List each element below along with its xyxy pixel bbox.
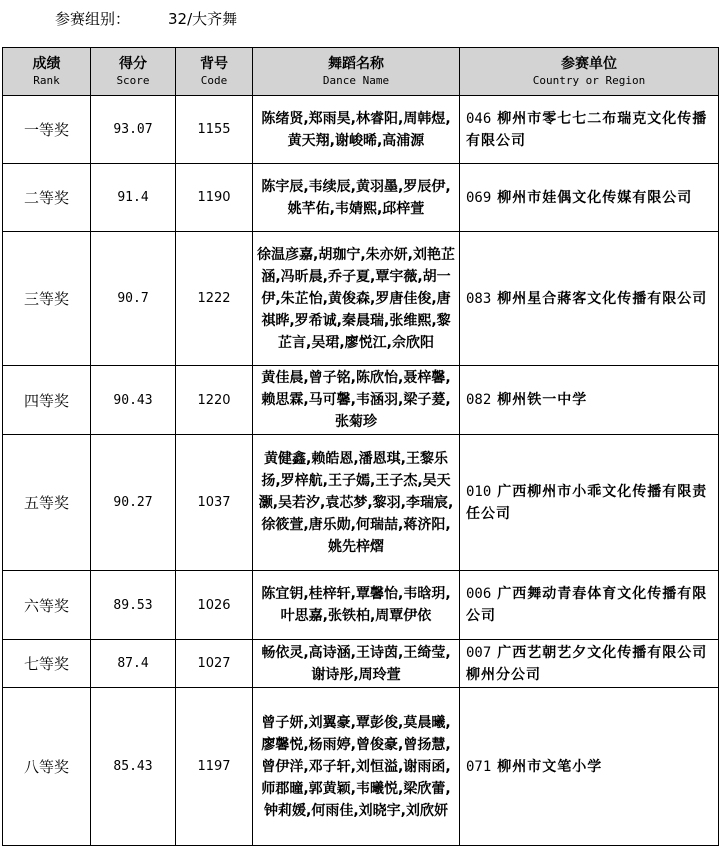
- dancer-names-cell: 陈宇辰,韦续辰,黄羽墨,罗辰伊,姚芊佑,韦婧熙,邱梓萱: [253, 164, 460, 232]
- score-cell: 90.7: [91, 232, 176, 366]
- unit-cell: [460, 96, 719, 164]
- unit-number: 046: [466, 110, 492, 127]
- score-cell: 87.4: [91, 640, 176, 688]
- score-cell: 91.4: [91, 164, 176, 232]
- table-row: [3, 366, 719, 435]
- rank-column-header: 成绩 Rank: [3, 48, 91, 96]
- unit-number: 083: [466, 290, 492, 307]
- unit-name: 柳州市文笔小学: [497, 758, 603, 775]
- unit-name: 广西柳州市小乖文化传播有限责任公司: [466, 483, 708, 522]
- code-cell: 1155: [176, 96, 253, 164]
- unit-column-header: 参赛单位 Country or Region: [460, 48, 719, 96]
- unit-name: 柳州星合蔣客文化传播有限公司: [497, 290, 708, 307]
- table-row: [3, 571, 719, 640]
- unit-name: 广西舞动青春体育文化传播有限公司: [466, 586, 708, 624]
- rank-cell: 三等奖: [3, 232, 91, 366]
- table-row: [3, 640, 719, 688]
- score-cell: 90.43: [91, 366, 176, 435]
- table-row: [3, 96, 719, 164]
- rank-cell: 六等奖: [3, 571, 91, 640]
- unit-name: 柳州市零七七二布瑞克文化传播有限公司: [466, 110, 708, 149]
- table-row: [3, 435, 719, 571]
- dancer-names-cell: 徐温彦嘉,胡珈宁,朱亦妍,刘艳芷涵,冯昕晨,乔子夏,覃宇薇,胡一伊,朱芷怡,黄俊森,罗唐佳俊,唐祺晔,罗希诚,秦晨瑞,张维熙,黎芷言,吴珺,廖悦江,佘欣阳: [253, 232, 460, 366]
- code-cell: 1026: [176, 571, 253, 640]
- dancer-names-cell: 畅依灵,高诗涵,王诗茵,王绮莹,谢诗彤,周玲萱: [253, 640, 460, 688]
- code-cell: 1027: [176, 640, 253, 688]
- rank-cell: 一等奖: [3, 96, 91, 164]
- table-row: [3, 164, 719, 232]
- unit-cell: [460, 435, 719, 571]
- dance-name-column-header: 舞蹈名称 Dance Name: [253, 48, 460, 96]
- unit-number: 007: [466, 644, 492, 661]
- competition-group-line: [55, 8, 237, 29]
- score-column-header: 得分 Score: [91, 48, 176, 96]
- dancer-names-cell: 黄佳晨,曾子铭,陈欣怡,聂梓馨,赖思霖,马可馨,韦涵羽,梁子萲,张菊珍: [253, 366, 460, 435]
- code-cell: 1197: [176, 688, 253, 846]
- score-cell: 89.53: [91, 571, 176, 640]
- code-cell: 1190: [176, 164, 253, 232]
- score-cell: 85.43: [91, 688, 176, 846]
- dancer-names-cell: 黄健鑫,赖皓恩,潘恩琪,王黎乐扬,罗梓航,王子嫣,王子杰,吴天灏,吴若汐,袁芯梦,黎羽,李瑞宸,徐筱萱,唐乐勋,何瑞喆,蒋济阳,姚先梓熠: [253, 435, 460, 571]
- table-header-row: [3, 48, 719, 96]
- unit-number: 071: [466, 758, 492, 775]
- rank-cell: 二等奖: [3, 164, 91, 232]
- rank-cell: 四等奖: [3, 366, 91, 435]
- unit-name: 广西艺朝艺夕文化传播有限公司柳州分公司: [466, 644, 708, 683]
- code-column-header: 背号 Code: [176, 48, 253, 96]
- unit-cell: [460, 688, 719, 846]
- unit-cell: [460, 571, 719, 640]
- unit-cell: [460, 640, 719, 688]
- unit-number: 006: [466, 586, 492, 602]
- score-cell: 93.07: [91, 96, 176, 164]
- rank-cell: 五等奖: [3, 435, 91, 571]
- table-row: [3, 688, 719, 846]
- table-row: [3, 232, 719, 366]
- group-value: 32/大齐舞: [168, 10, 238, 28]
- unit-cell: [460, 366, 719, 435]
- results-table: [2, 47, 719, 846]
- rank-cell: 七等奖: [3, 640, 91, 688]
- unit-cell: [460, 164, 719, 232]
- unit-name: 柳州市娃偶文化传媒有限公司: [497, 189, 693, 206]
- dancer-names-cell: 曾子妍,刘翼豪,覃彭俊,莫晨曦,廖馨悦,杨雨婷,曾俊豪,曾扬慧,曾伊洋,邓子轩,刘恒溢,谢雨函,师郡曈,郭黄颖,韦曦悦,梁欣蕾,钟莉媛,何雨佳,刘晓宇,刘欣妍: [253, 688, 460, 846]
- unit-name: 柳州铁一中学: [497, 392, 588, 408]
- dancer-names-cell: 陈宜钥,桂梓轩,覃馨怡,韦晗玥,叶思嘉,张铁柏,周覃伊依: [253, 571, 460, 640]
- code-cell: 1220: [176, 366, 253, 435]
- dancer-names-cell: 陈绪贤,郑雨昊,林睿阳,周韩煜,黄天翔,谢峻晞,高浦源: [253, 96, 460, 164]
- rank-cell: 八等奖: [3, 688, 91, 846]
- unit-cell: [460, 232, 719, 366]
- code-cell: 1222: [176, 232, 253, 366]
- code-cell: 1037: [176, 435, 253, 571]
- score-cell: 90.27: [91, 435, 176, 571]
- unit-number: 010: [466, 483, 492, 500]
- group-label: 参赛组别：: [55, 10, 131, 28]
- unit-number: 082: [466, 392, 492, 408]
- unit-number: 069: [466, 189, 492, 206]
